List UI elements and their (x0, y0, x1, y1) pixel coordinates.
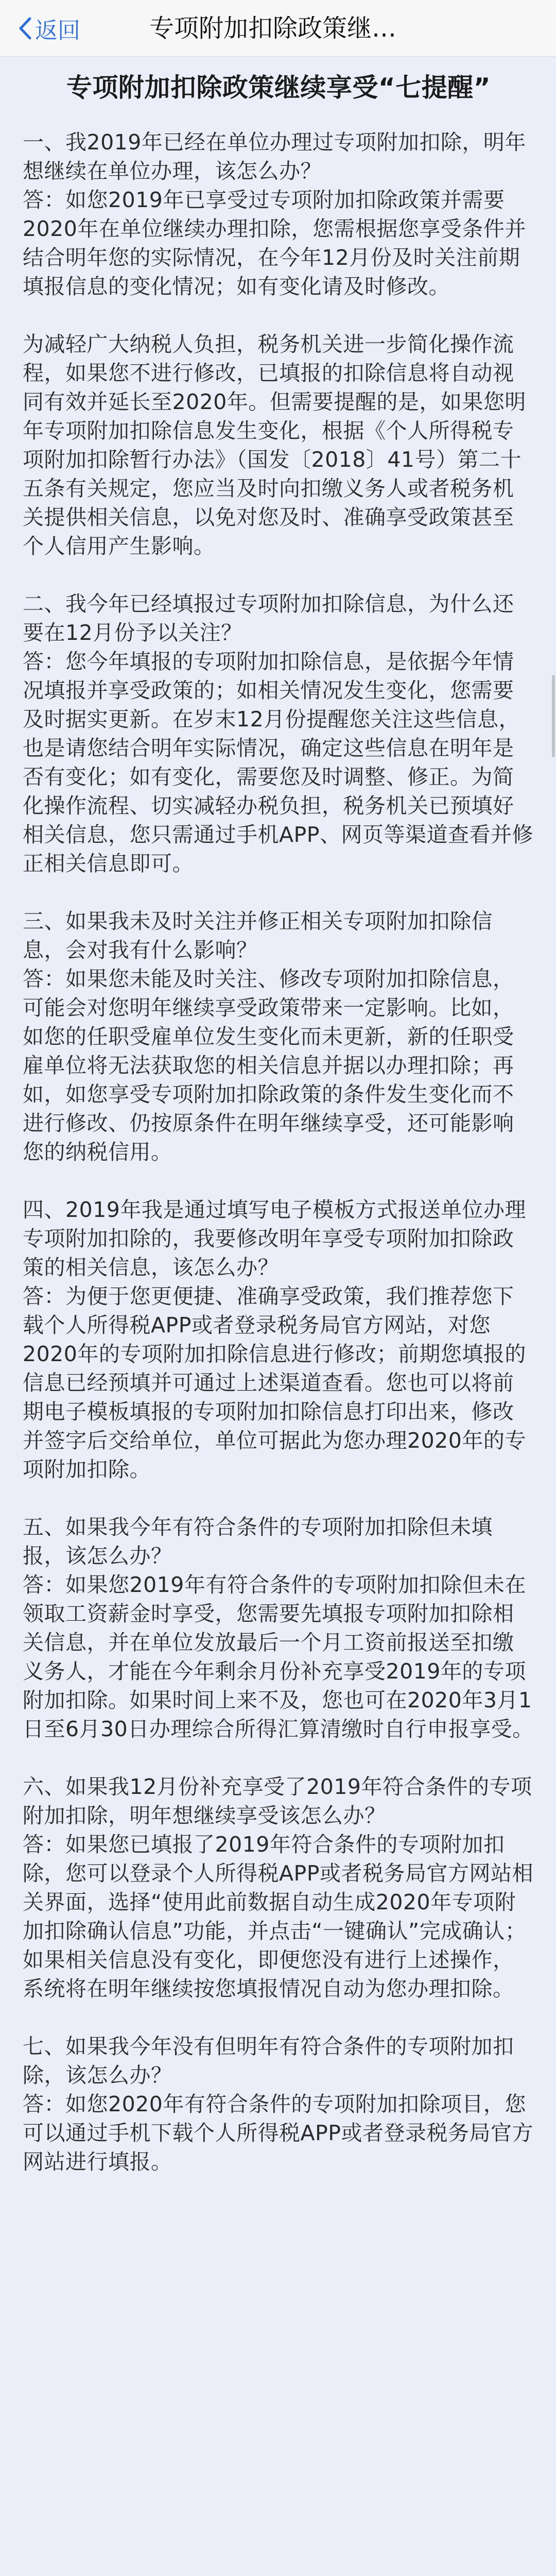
answer-text: 答：为便于您更便捷、准确享受政策，我们推荐您下载个人所得税APP或者登录税务局官方网站，对您2020年的专项附加扣除信息进行修改；前期您填报的信息已经预填并可通过上述渠道查看。您也可以将前期电子模板填报的专项附加扣除信息打印出来，修改并签字后交给单位，单位可据此为您办理2020年的专项附加扣除。 (23, 1284, 526, 1482)
chevron-left-icon (18, 15, 33, 41)
qa-item-5 (23, 1513, 534, 1743)
question-text: 三、如果我未及时关注并修正相关专项附加扣除信息，会对我有什么影响？ (23, 909, 493, 962)
answer-text: 答：如您2019年已享受过专项附加扣除政策并需要2020年在单位继续办理扣除，您需根据您享受条件并结合明年您的实际情况，在今年12月份及时关注前期填报信息的变化情况；如有变化请及时修改。 (23, 188, 526, 299)
scrollbar[interactable] (552, 57, 556, 2576)
question-text: 六、如果我12月份补充享受了2019年符合条件的专项附加扣除，明年想继续享受该怎么办？ (23, 1774, 532, 1828)
answer-text: 答：如果您2019年有符合条件的专项附加扣除但未在领取工资薪金时享受，您需要先填报专项附加扣除相关信息，并在单位发放最后一个月工资前报送至扣缴义务人，才能在今年剩余月份补充享受2019年的专项附加扣除。如果时间上来不及，您也可在2020年3月1日至6月30日办理综合所得汇算清缴时自行申报享受。 (23, 1572, 534, 1741)
answer-text: 答：如您2020年有符合条件的专项附加扣除项目，您可以通过手机下载个人所得税APP或者登录税务局官方网站进行填报。 (23, 2092, 533, 2174)
question-text: 七、如果我今年没有但明年有符合条件的专项附加扣除，该怎么办？ (23, 2034, 514, 2088)
qa-item-4 (23, 1195, 534, 1484)
scrollbar-thumb[interactable] (552, 675, 555, 757)
back-label: 返回 (35, 18, 80, 44)
article-body (0, 57, 556, 2576)
qa-item-1 (23, 128, 534, 301)
answer-text: 答：如果您未能及时关注、修改专项附加扣除信息，可能会对您明年继续享受政策带来一定影响。比如，如您的任职受雇单位发生变化而未更新，新的任职受雇单位将无法获取您的相关信息并据以办理扣除；再如，如您享受专项附加扣除政策的条件发生变化而不进行修改、仍按原条件在明年继续享受，还可能影响您的纳税信用。 (23, 967, 514, 1164)
question-text: 四、2019年我是通过填写电子模板方式报送单位办理专项附加扣除的，我要修改明年享受专项附加扣除政策的相关信息，该怎么办？ (23, 1197, 526, 1280)
answer-text: 答：您今年填报的专项附加扣除信息，是依据今年情况填报并享受政策的；如相关情况发生变化，您需要及时据实更新。在岁末12月份提醒您关注这些信息，也是请您结合明年实际情况，确定这些信息在明年是否有变化；如有变化，需要您及时调整、修正。为简化操作流程、切实减轻办税负担，税务机关已预填好相关信息，您只需通过手机APP、网页等渠道查看并修正相关信息即可。 (23, 649, 533, 876)
qa-item-3 (23, 907, 534, 1166)
article-title: 专项附加扣除政策继续享受“七提醒” (66, 73, 491, 103)
qa-item-7 (23, 2032, 534, 2176)
qa-item-2 (23, 589, 534, 878)
back-button[interactable] (18, 11, 80, 45)
question-text: 二、我今年已经填报过专项附加扣除信息，为什么还要在12月份予以关注？ (23, 591, 514, 645)
question-text: 一、我2019年已经在单位办理过专项附加扣除，明年想继续在单位办理，该怎么办？ (23, 130, 526, 183)
answer-text: 答：如果您已填报了2019年符合条件的专项附加扣除，您可以登录个人所得税APP或者税务局官方网站相关界面，选择“使用此前数据自动生成2020年专项附加扣除确认信息”功能，并点击“一键确认”完成确认；如果相关信息没有变化，即便您没有进行上述操作，系统将在明年继续按您填报情况自动为您办理扣除。 (23, 1832, 533, 2001)
notice-paragraph: 为减轻广大纳税人负担，税务机关进一步简化操作流程，如果您不进行修改，已填报的扣除信息将自动视同有效并延长至2020年。但需要提醒的是，如果您明年专项附加扣除信息发生变化，根据《个人所得税专项附加扣除暂行办法》（国发〔2018〕41号）第二十五条有关规定，您应当及时向扣缴义务人或者税务机关提供相关信息，以免对您及时、准确享受政策甚至个人信用产生影响。 (23, 332, 526, 558)
question-text: 五、如果我今年有符合条件的专项附加扣除但未填报，该怎么办？ (23, 1515, 493, 1568)
nav-bar (0, 0, 556, 57)
page-title: 专项附加扣除政策继… (149, 14, 397, 43)
qa-item-6 (23, 1772, 534, 2003)
